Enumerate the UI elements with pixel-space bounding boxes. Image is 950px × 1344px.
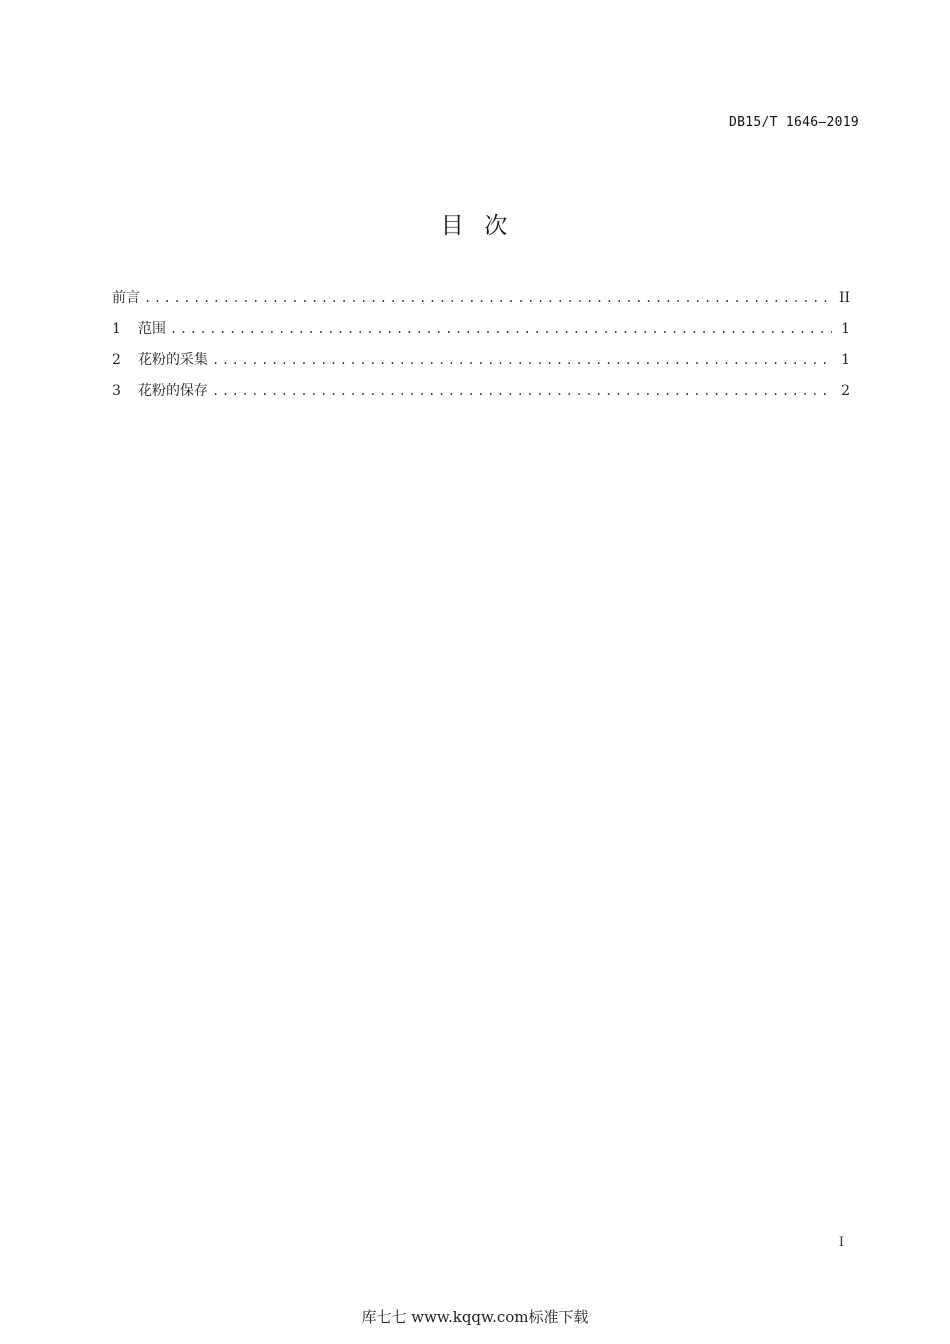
toc-entry-number: 3 <box>112 383 121 399</box>
standard-code: DB15/T 1646—2019 <box>728 115 859 130</box>
toc-entry-number: 2 <box>112 352 121 368</box>
toc-entry-label: 范围 <box>138 321 166 337</box>
toc-entry-pollen-collection[interactable] <box>112 349 850 380</box>
toc-entry-label: 前言 <box>112 290 140 306</box>
toc-entry-foreword[interactable] <box>112 287 850 318</box>
toc-entry-number: 1 <box>112 321 121 337</box>
toc-title <box>0 207 950 240</box>
toc-leader-dots <box>212 353 832 367</box>
toc-entry-page: 2 <box>841 383 850 399</box>
toc-leader-dots <box>212 384 832 398</box>
toc-entry-page: II <box>838 290 850 306</box>
toc-entry-pollen-storage[interactable] <box>112 380 850 411</box>
footer-watermark: 库七七 www.kqqw.com标准下载 <box>361 1308 589 1326</box>
page-number: I <box>838 1235 844 1250</box>
toc-entry-page: 1 <box>841 352 850 368</box>
toc-entry-label: 花粉的保存 <box>138 383 208 399</box>
table-of-contents <box>112 287 850 411</box>
toc-leader-dots <box>170 322 832 336</box>
toc-entry-scope[interactable] <box>112 318 850 349</box>
toc-entry-label: 花粉的采集 <box>138 352 208 368</box>
toc-title-text: 目 次 <box>440 213 510 239</box>
toc-entry-page: 1 <box>841 321 850 337</box>
toc-leader-dots <box>144 291 832 305</box>
